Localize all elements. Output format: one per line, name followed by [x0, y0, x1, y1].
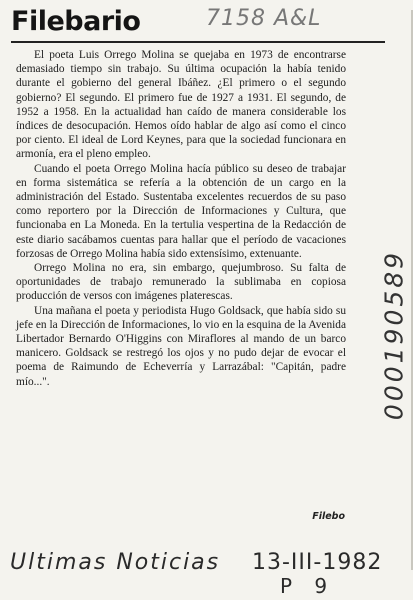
date-note: 13-III-1982	[252, 550, 383, 575]
article-title: Filebario	[11, 6, 141, 37]
source-note: Ultimas Noticias	[10, 550, 221, 575]
title-rule	[11, 41, 385, 43]
paragraph: El poeta Luis Orrego Molina se quejaba en 1973 de encontrarse demasiado tiempo sin trabajo. Su última ocupación la había tenido durante el gobierno del general Ibáñez. ¿El primero o el segundo gobierno? El segundo. El primero fue de 1927 a 1931. El segundo, de 1952 a 1958. En la actualidad han caído de manera considerable los índices de desocupación. Hemos oído hablar de algo así como el cinco por ciento. El ideal de Lord Keynes, para que la sociedad funcionara en armonía, era el pleno empleo.	[16, 49, 346, 161]
paragraph: Una mañana el poeta y periodista Hugo Goldsack, que había sido su jefe en la Dirección de Informaciones, lo vio en la esquina de la Avenida Libertador Bernardo O'Higgins con Miraflores al mando de un barco manicero. Goldsack se restregó los ojos y no pudo dejar de evocar el poema de Raimundo de Echeverría y Larrazábal: "Capitán, padre mío...".	[16, 304, 346, 388]
article-body	[16, 48, 346, 389]
paragraph: Cuando el poeta Orrego Molina hacía público su deseo de trabajar en forma sistemática se refería a la obtención de un cargo en la administración del Estado. Sustentaba excelentes recuerdos de su paso como reportero por la Dirección de Informaciones y Cultura, que funcionaba en La Moneda. En la tertulia vespertina de la Redacción de este diario sacábamos cuentas para hallar que el período de vacaciones forzosas de Orrego Molina había sido extensísimo, extenuante.	[16, 162, 346, 260]
handwritten-annotation	[8, 548, 406, 598]
archive-code: 7158 A&L	[206, 6, 322, 31]
paragraph: Orrego Molina no era, sin embargo, quejumbroso. Su falta de oportunidades de trabajo remunerado la sublimaba en copiosa producción de versos con imágenes platerescas.	[16, 262, 346, 303]
page-note: P 9	[280, 574, 336, 598]
side-archive-number: 000190589	[379, 249, 409, 421]
byline: Filebo	[312, 511, 345, 522]
